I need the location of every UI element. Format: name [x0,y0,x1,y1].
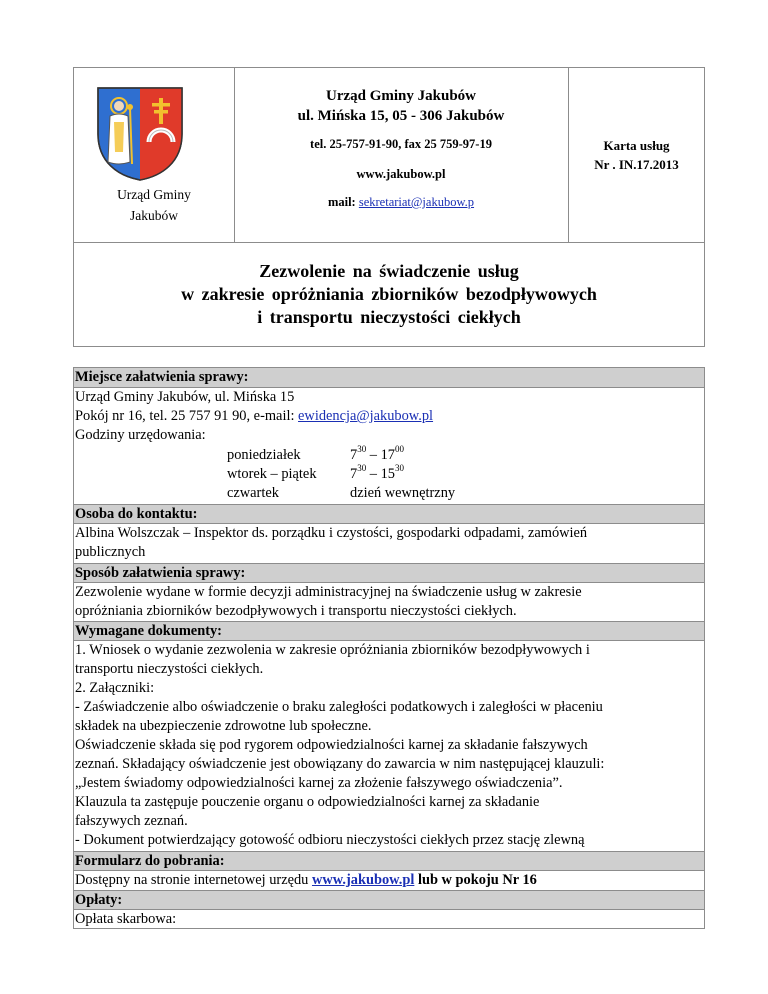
form-availability [74,871,704,890]
place-contact-text: Pokój nr 16, tel. 25 757 91 90, e-mail: [75,408,299,424]
title-line1: Zezwolenie na świadczenie usług [259,261,519,281]
phone-fax: tel. 25-757-91-90, fax 25 759-97-19 [310,137,492,151]
info-table [73,367,705,929]
fees-line1: Opłata skarbowa: [75,911,177,927]
office-name-left-line1: Urząd Gminy [117,187,191,202]
mail-label: mail: [327,195,356,209]
method-line1: Zezwolenie wydane w formie decyzji administracyjnej na świadczenie usług w zakresie [75,584,582,600]
documents-line: fałszywych zeznań. [75,813,188,829]
website-text: www.jakubow.pl [356,167,446,181]
coat-of-arms-icon [90,82,190,182]
section-heading-fees: Opłaty: [74,890,704,910]
form-website-link[interactable]: www.jakubow.pl [311,872,415,888]
hours-row-tue-fri [74,465,704,484]
place-address: Urząd Gminy Jakubów, ul. Mińska 15 [75,389,295,405]
place-email-link[interactable]: ewidencja@jakubow.pl [298,408,434,424]
card-title: Karta usług [603,138,670,153]
service-card-id [569,136,704,174]
contact-line1: Albina Wolszczak – Inspektor ds. porządku i czystości, gospodarki odpadami, zamówień [75,525,588,541]
documents-line: transportu nieczystości ciekłych. [75,661,264,677]
documents-line: - Dokument potwierdzający gotowość odbioru nieczystości ciekłych przez stację zlewną [75,832,585,848]
hours-day: wtorek – piątek [227,466,317,482]
documents-line: 2. Załączniki: [75,680,155,696]
form-suffix: lub w pokoju Nr 16 [414,872,537,888]
hours-internal-day: dzień wewnętrzny [350,485,456,501]
office-name: Urząd Gminy Jakubów [325,88,477,104]
hours-label: Godziny urzędowania: [75,427,206,443]
documents-line: składek na ubezpieczenie zdrowotne lub społeczne. [75,718,372,734]
office-name-left [74,184,234,226]
mail-line [234,192,568,212]
section-heading-form: Formularz do pobrania: [74,851,704,871]
documents-line: Oświadczenie składa się pod rygorem odpowiedzialności karnej za składanie fałszywych [75,737,588,753]
header-box [73,67,705,347]
header-divider-horizontal [74,242,704,243]
section-heading-documents: Wymagane dokumenty: [74,621,704,641]
documents-line: zeznań. Składający oświadczenie jest obowiązany do zawarcia w nim następującej klauzuli: [75,756,605,772]
section-heading-method: Sposób załatwienia sprawy: [74,563,704,583]
hours-day: poniedziałek [227,447,301,463]
section-heading-contact: Osoba do kontaktu: [74,504,704,524]
hours-row-monday [74,446,704,465]
office-address: ul. Mińska 15, 05 - 306 Jakubów [297,108,505,124]
documents-line: - Zaświadczenie albo oświadczenie o braku zaległości podatkowych i zaległości w płaceniu [75,699,603,715]
hours-time: $7^{30} - 17^{00}$ [350,444,404,463]
title-line2: w zakresie opróżniania zbiorników bezodpływowych [181,284,597,304]
documents-line: „Jestem świadomy odpowiedzialności karnej za złożenie fałszywego oświadczenia”. [75,775,563,791]
document-title [74,260,704,329]
hours-row-thursday [74,484,704,503]
card-number: Nr . IN.17.2013 [594,157,679,172]
section-heading-place: Miejsce załatwienia sprawy: [74,368,704,388]
hours-day: czwartek [227,485,279,501]
hours-time: $7^{30} - 15^{30}$ [350,463,404,482]
place-contact [74,407,704,426]
method-line2: opróżniania zbiorników bezodpływowych i transportu nieczystości ciekłych. [75,603,517,619]
mail-link[interactable]: sekretariat@jakubow.p [358,195,475,209]
form-prefix: Dostępny na stronie internetowej urzędu [75,872,312,888]
documents-line: 1. Wniosek o wydanie zezwolenia w zakresie opróżniania zbiorników bezodpływowych i [75,642,590,658]
office-name-left-line2: Jakubów [130,208,178,223]
title-line3: i transportu nieczystości ciekłych [257,307,521,327]
documents-line: Klauzula ta zastępuje pouczenie organu o odpowiedzialności karnej za składanie [75,794,540,810]
contact-line2: publicznych [75,544,146,560]
